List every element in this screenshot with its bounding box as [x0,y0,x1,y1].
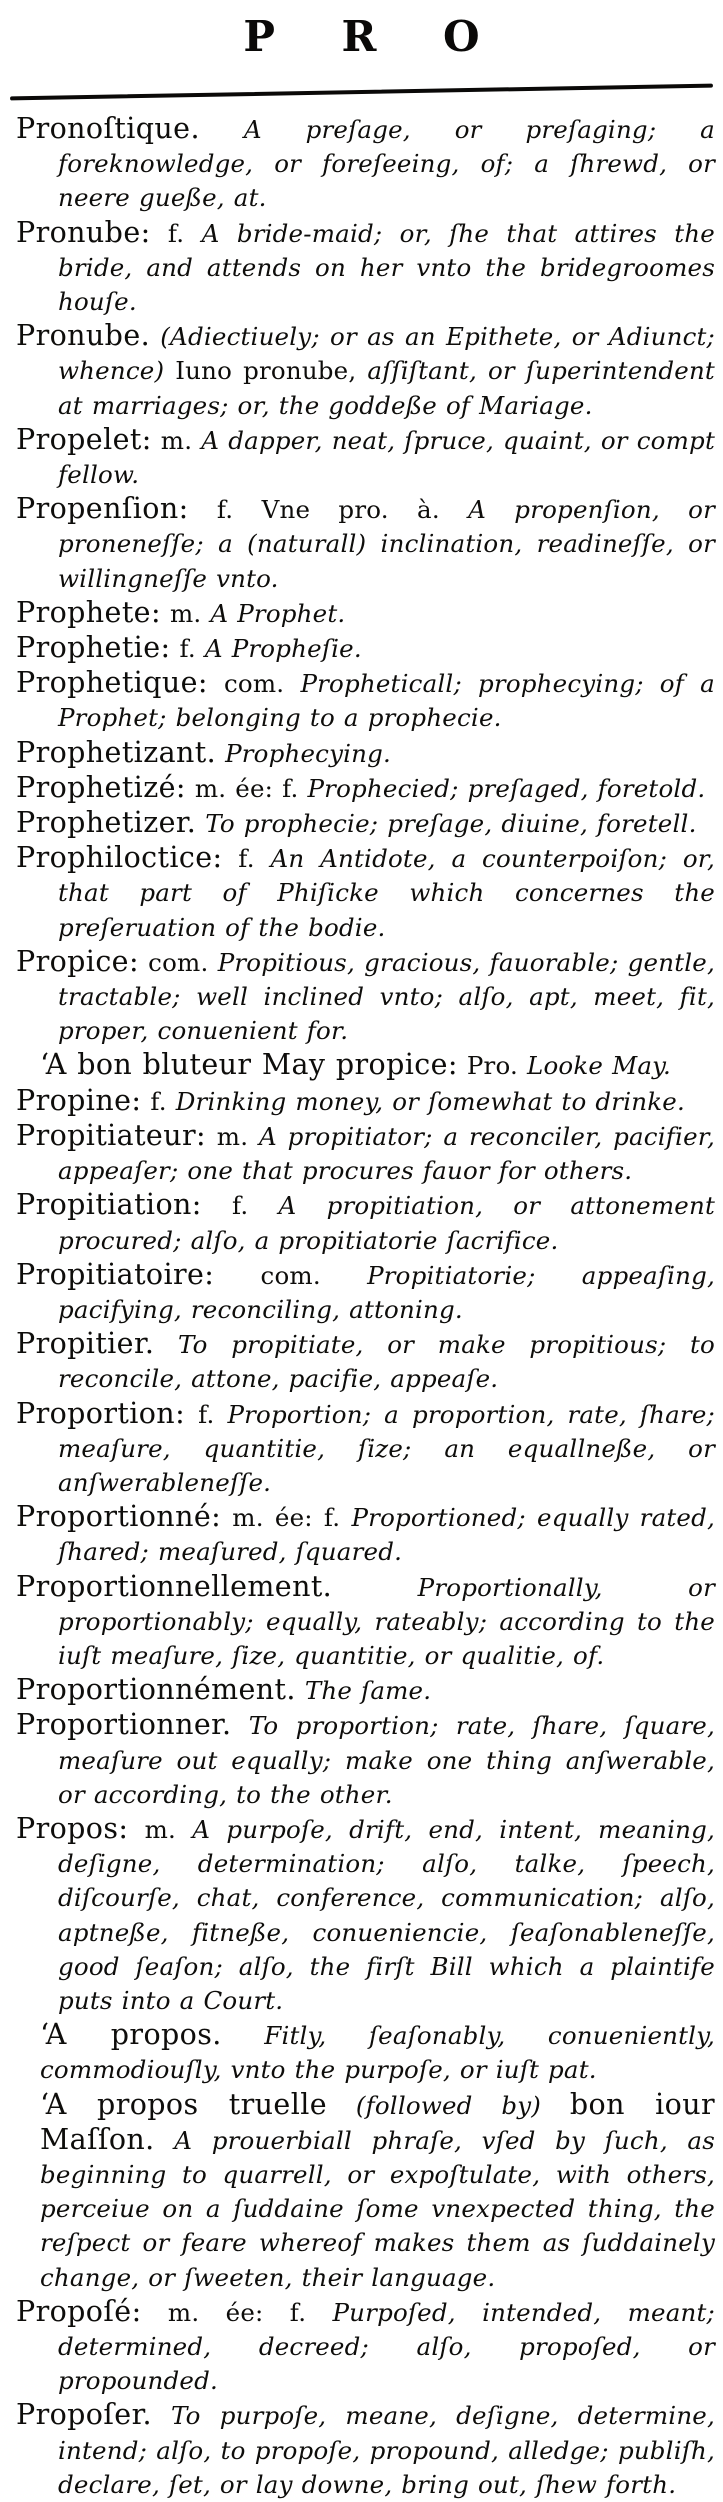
horizontal-rule [10,84,713,101]
dictionary-entry [8,423,715,492]
dictionary-entry [8,319,715,423]
dictionary-entry [8,1812,715,2018]
entry-headword: Propitiateur: [16,1118,206,1152]
entry-definition: A propitiation, or attonement procured; alſo, a propitiatorie ſacrifice. [58,1191,716,1255]
entry-headword: Propice: [16,944,139,978]
entry-definition: Prophecying. [216,738,392,768]
entry-definition: A prouerbiall phraſe, vſed by ſuch, as beginning to quarrell, or expoſtulate, with others, perceiue on a ſuddaine ſome vnexpected thing, the reſpect or feare whereof makes them as ſuddainely change, or ſweeten, their language. [40,2125,715,2292]
entry-headword: Propelet: [16,422,152,456]
entry-definition: Fitly, ſeaſonably, conueniently, commodiouſly, vnto the purpoſe, or iuſt pat. [40,2021,715,2085]
entry-headword: Pronube. [16,319,151,353]
entry-grammar-label: f. [222,844,271,874]
entry-definition: A dapper, neat, ſpruce, quaint, or compt fellow. [58,425,715,490]
dictionary-entry [8,736,715,771]
entry-definition: Propitiatorie; appeaſing, pacifying, reconciling, attoning. [58,1260,715,1324]
entry-headword: Propitier. [16,1327,155,1361]
entry-headword: Proportionné: [16,1500,222,1534]
entry-definition: Purpoſed, intended, meant; determined, decreed; alſo, propoſed, or propounded. [58,2297,715,2396]
dictionary-entry [8,806,715,841]
entry-headword: Prophetique: [16,666,208,700]
running-head: P R O [243,12,506,61]
dictionary-entry [8,666,715,735]
entry-grammar-label: f. [141,1086,176,1116]
dictionary-entry [8,492,715,596]
dictionary-subentry [8,2018,715,2087]
dictionary-entry [8,1500,715,1569]
dictionary-entry [8,771,715,806]
dictionary-entry [8,1708,715,1812]
entry-definition: A preſage, or preſaging; a foreknowledge, or foreſeeing, of; a ſhrewd, or neere gueße, at. [58,115,715,213]
entry-headword: Proportionnément. [16,1673,296,1707]
entry-definition: Proportionally, or proportionably; equally, rateably; according to the iuſt meaſure, ſize, quantitie, or qualitie, of. [58,1572,715,1670]
entry-definition: A propenſion, or proneneſſe; a (naturall) inclination, readineſſe, or willingneſſe vnto. [58,495,715,593]
entry-grammar-label: m. [160,598,211,628]
entry-definition: To proportion; rate, ſhare, ſquare, meaſure out equally; make one thing anſwerable, or according, to the other. [58,1711,715,1809]
entry-definition: The ſame. [295,1676,432,1706]
entry-definition: A Prophet. [210,598,346,628]
entries-column [8,110,715,2502]
entry-grammar-label: m. ée: f. [141,2297,333,2327]
entry-headword: Propenſion: [16,492,189,526]
entry-grammar-label: Iuno pronube, [175,356,357,386]
dictionary-entry [8,1258,715,1327]
entry-definition: Prophecied; preſaged, foretold. [307,773,706,803]
entry-grammar-label: Pro. [457,1051,527,1081]
entry-headword: Proportion: [16,1396,186,1430]
entry-headword: ‘A bon bluteur May propice: [40,1048,458,1082]
entry-definition: To prophecie; preſage, diuine, foretell. [196,809,697,839]
entry-definition: Proportioned; equally rated, ſhared; meaſured, ſquared. [58,1503,715,1567]
entry-headword: Propine: [16,1083,142,1117]
dictionary-entry [8,631,715,666]
entry-headword: Pronoſtique. [16,112,200,145]
dictionary-subentry [8,1048,715,1083]
entry-grammar-label: f. [185,1399,228,1429]
entry-grammar-label: m. [151,425,202,455]
entry-headword: bon iour Maſſon. [40,2087,715,2156]
entry-definition: A purpoſe, drift, end, intent, meaning, deſigne, determination; alſo, talke, ſpeech, diſcourſe, chat, conference, communication; alſo, aptneße, fitneße, conueniencie, ſeaſonableneſſe, good ſeaſon; alſo, the firſt Bill which a plaintife puts into a Court. [58,1814,715,2015]
dictionary-entry [8,945,715,1049]
entry-headword: Prophetizant. [16,735,217,769]
entry-grammar-label: m. [205,1121,259,1151]
entry-headword: Prophetizé: [16,770,186,804]
entry-definition: aſſiſtant, or ſuperintendent at marriages; or, the goddeße of Mariage. [58,356,715,420]
entry-definition: To propitiate, or make propitious; to reconcile, attone, pacifie, appeaſe. [58,1330,715,1394]
entry-headword: Prophete: [16,595,161,629]
entry-headword: Propoſer. [16,2398,152,2432]
entry-definition: (Adiectiuely; or as an Epithete, or Adiunct; whence) [58,322,715,386]
entry-grammar-label: m. [128,1814,193,1844]
entry-headword: Propitiatoire: [16,1257,215,1291]
entry-definition: An Antidote, a counterpoiſon; or, that part of Phiſicke which concernes the preſeruation of the bodie. [58,844,715,942]
entry-grammar-label: m. ée: f. [221,1503,352,1533]
entry-grammar-label: f. [201,1191,279,1221]
entry-definition: (followed by) [327,2090,570,2120]
entry-definition: Proportion; a proportion, rate, ſhare; meaſure, quantitie, ſize; an equallneße, or anſwerableneſſe. [58,1399,716,1497]
dictionary-entry [8,1119,715,1188]
dictionary-entry [8,1673,715,1708]
entry-grammar-label: m. ée: f. [185,773,308,803]
dictionary-entry [8,112,715,216]
entry-headword: Prophetie: [16,631,171,665]
entry-headword: Pronube: [16,215,151,249]
entry-definition: A propitiator; a reconciler, pacifier, appeaſer; one that procures fauor for others. [58,1121,715,1186]
entry-headword: Propos: [16,1811,129,1845]
entry-grammar-label: f. Vne pro. à. [188,495,469,525]
entry-grammar-label: com. [138,947,218,977]
dictionary-entry [8,1188,715,1257]
entry-headword: Proportionner. [16,1708,232,1742]
dictionary-subentry [8,2088,715,2295]
dictionary-entry [8,1327,715,1396]
entry-headword: Proportionnellement. [16,1569,333,1603]
entry-definition: Propitious, gracious, fauorable; gentle, tractable; well inclined vnto; alſo, apt, meet, fit, proper, conuenient for. [58,947,715,1046]
entry-definition: Looke May. [526,1051,671,1081]
entry-definition: To purpoſe, meane, deſigne, determine, intend; alſo, to propoſe, propound, alledge; publiſh, declare, ſet, or lay downe, bring out, ſhew forth. [58,2401,715,2499]
dictionary-entry [8,1570,715,1674]
entry-grammar-label: com. [214,1260,368,1290]
dictionary-entry [8,1397,715,1501]
entry-grammar-label: f. [150,218,202,248]
entry-definition: A bride-maid; or, ſhe that attires the bride, and attends on her vnto the bridegroomes houſe. [58,218,715,317]
dictionary-entry [8,841,715,945]
entry-grammar-label: f. [170,634,205,664]
entry-definition: Propheticall; prophecying; of a Prophet; belonging to a prophecie. [58,669,715,733]
dictionary-entry [8,1084,715,1119]
entry-headword: Prophetizer. [16,806,197,840]
dictionary-entry [8,216,715,320]
entry-definition: Drinking money, or ſomewhat to drinke. [175,1086,685,1116]
entry-headword: Propitiation: [16,1188,202,1222]
entry-grammar-label: com. [207,669,301,699]
entry-headword: Prophiloctice: [16,841,223,875]
dictionary-entry [8,2295,715,2399]
dictionary-entry [8,596,715,631]
entry-definition: A Propheſie. [204,634,362,664]
entry-headword: ‘A propos. [40,2018,222,2052]
entry-headword: Propoſé: [16,2294,142,2328]
dictionary-entry [8,2398,715,2502]
entry-headword: ‘A propos truelle [40,2087,327,2121]
